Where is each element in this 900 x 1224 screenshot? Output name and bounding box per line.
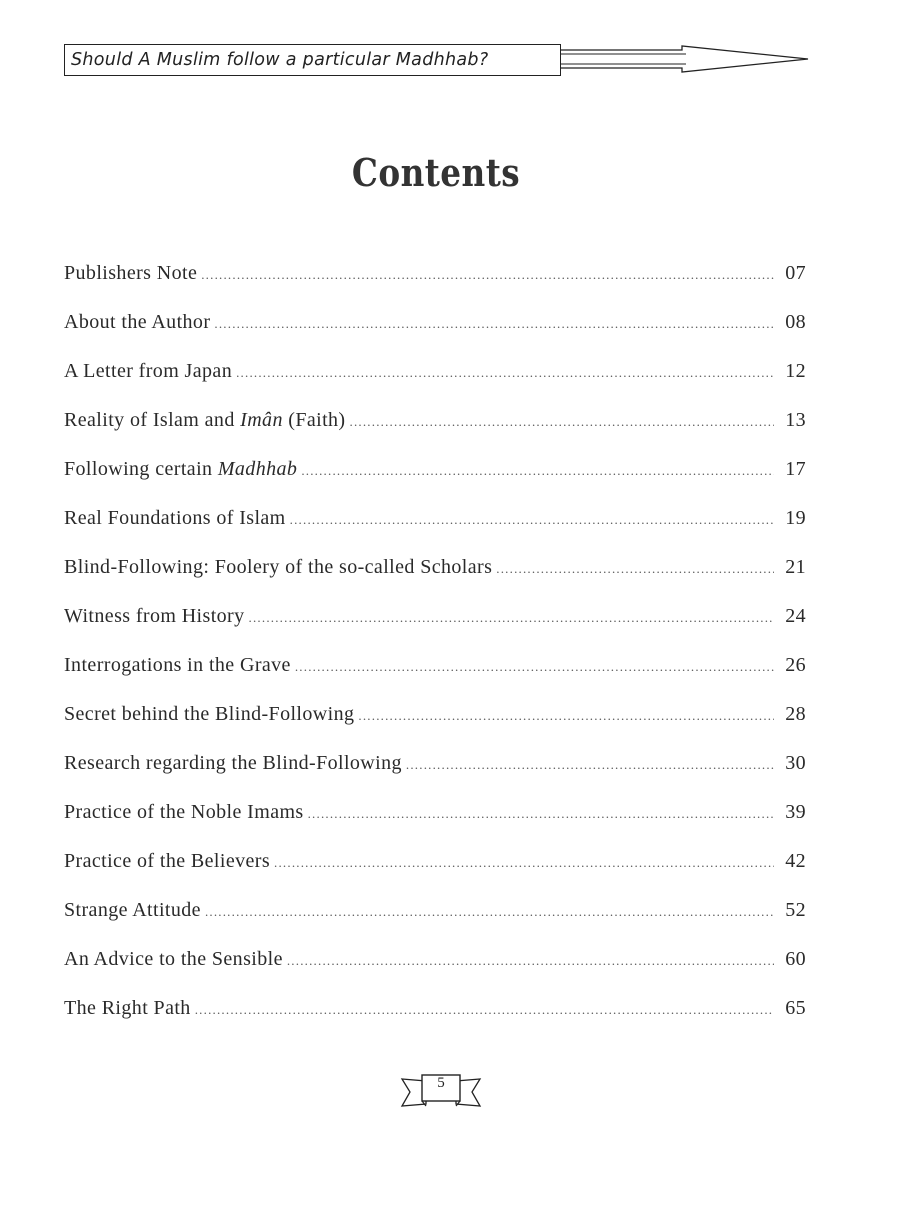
- dot-leader: [195, 1002, 774, 1018]
- toc-entry: [64, 311, 806, 360]
- toc-entry-page: 07: [785, 262, 806, 284]
- running-header-text: Should A Muslim follow a particular Madhhab?: [71, 50, 489, 70]
- toc-entry-page: 21: [785, 556, 806, 578]
- toc-entry-title: An Advice to the Sensible: [64, 948, 283, 970]
- toc-entry-title: Practice of the Believers: [64, 850, 271, 872]
- dot-leader: [496, 561, 774, 577]
- page-title: Contents: [351, 150, 521, 195]
- dot-leader: [236, 365, 774, 381]
- dot-leader: [287, 953, 774, 969]
- toc-entry: [64, 703, 806, 752]
- toc-entry-title: Witness from History: [64, 605, 245, 627]
- dot-leader: [205, 904, 774, 920]
- toc-entry-page: 39: [785, 801, 806, 823]
- toc-entry-title: Following certain Madhhab: [64, 458, 298, 480]
- toc-entry-title: Secret behind the Blind-Following: [64, 703, 355, 725]
- table-of-contents: [64, 262, 806, 1046]
- toc-entry-page: 26: [785, 654, 806, 676]
- toc-entry-title: A Letter from Japan: [64, 360, 233, 382]
- toc-entry-page: 52: [785, 899, 806, 921]
- dot-leader: [290, 512, 774, 528]
- toc-entry-page: 08: [785, 311, 806, 333]
- toc-entry: [64, 360, 806, 409]
- toc-entry-page: 60: [785, 948, 806, 970]
- toc-entry: [64, 605, 806, 654]
- toc-entry-page: 17: [785, 458, 806, 480]
- page-number: 5: [437, 1075, 445, 1091]
- toc-entry: [64, 262, 806, 311]
- toc-entry: [64, 899, 806, 948]
- toc-entry-title: The Right Path: [64, 997, 191, 1019]
- toc-entry: [64, 948, 806, 997]
- dot-leader: [406, 757, 774, 773]
- toc-entry-page: 12: [785, 360, 806, 382]
- toc-entry-page: 42: [785, 850, 806, 872]
- toc-entry-title: Research regarding the Blind-Following: [64, 752, 402, 774]
- toc-entry-title: Publishers Note: [64, 262, 198, 284]
- dot-leader: [249, 610, 774, 626]
- arrow-icon: [560, 44, 810, 76]
- dot-leader: [301, 463, 774, 479]
- dot-leader: [358, 708, 774, 724]
- toc-entry: [64, 997, 806, 1046]
- toc-entry-page: 65: [785, 997, 806, 1019]
- toc-entry: [64, 654, 806, 703]
- toc-entry-title: Real Foundations of Islam: [64, 507, 286, 529]
- dot-leader: [295, 659, 774, 675]
- toc-entry: [64, 556, 806, 605]
- toc-entry: [64, 409, 806, 458]
- toc-entry-title: About the Author: [64, 311, 211, 333]
- dot-leader: [308, 806, 774, 822]
- toc-entry: [64, 801, 806, 850]
- toc-entry-title: Strange Attitude: [64, 899, 201, 921]
- dot-leader: [201, 267, 774, 283]
- toc-entry: [64, 850, 806, 899]
- toc-entry: [64, 507, 806, 556]
- toc-entry-page: 30: [785, 752, 806, 774]
- toc-entry-title: Interrogations in the Grave: [64, 654, 291, 676]
- toc-entry-title: Practice of the Noble Imams: [64, 801, 304, 823]
- toc-entry-title: Reality of Islam and Imân (Faith): [64, 409, 346, 431]
- toc-entry-title: Blind-Following: Foolery of the so-called Scholars: [64, 556, 493, 578]
- dot-leader: [350, 414, 775, 430]
- toc-entry-page: 28: [785, 703, 806, 725]
- toc-entry-page: 19: [785, 507, 806, 529]
- toc-entry-page: 24: [785, 605, 806, 627]
- toc-entry-page: 13: [785, 409, 806, 431]
- toc-entry: [64, 458, 806, 507]
- dot-leader: [214, 316, 774, 332]
- dot-leader: [274, 855, 774, 871]
- running-header: [64, 44, 561, 76]
- toc-entry: [64, 752, 806, 801]
